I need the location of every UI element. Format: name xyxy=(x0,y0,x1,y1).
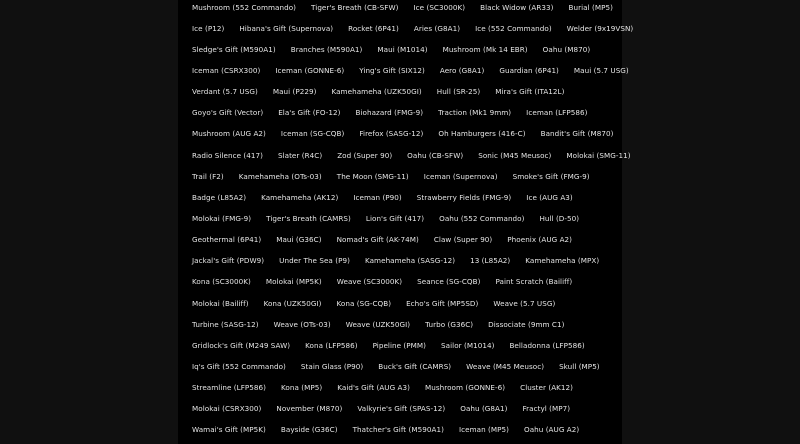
skin-tag-link[interactable]: Maui (M1014) xyxy=(377,44,428,54)
skin-tag-link[interactable]: Oahu (G8A1) xyxy=(460,404,508,414)
tag-row xyxy=(192,60,629,81)
skin-tag-link[interactable]: Seance (SG-CQB) xyxy=(417,277,481,287)
tag-row xyxy=(192,314,612,335)
tag-row xyxy=(192,420,612,441)
skin-tag-link[interactable]: Guardian (6P41) xyxy=(499,65,559,75)
tag-row xyxy=(192,82,612,103)
skin-tag-link[interactable]: 13 (L85A2) xyxy=(470,256,511,266)
skin-tag-link[interactable]: Jackal's Gift (PDW9) xyxy=(192,256,265,266)
skin-tag-link[interactable]: Claw (Super 90) xyxy=(433,235,493,245)
skin-tag-link[interactable]: Lion's Gift (417) xyxy=(365,213,425,223)
skin-tag-link[interactable]: Molokai (CSRX300) xyxy=(192,404,262,414)
skin-tag-link[interactable]: Streamline (LFP586) xyxy=(192,383,267,393)
skin-tag-link[interactable]: Oahu (CB-SFW) xyxy=(407,150,464,160)
skin-tag-link[interactable]: Ice (552 Commando) xyxy=(475,23,552,33)
skin-tag-link[interactable]: Aries (G8A1) xyxy=(413,23,461,33)
tag-row xyxy=(192,293,612,314)
skin-tag-link[interactable]: Firefox (SASG-12) xyxy=(359,129,424,139)
skin-tag-link[interactable]: Ela's Gift (FO-12) xyxy=(278,108,341,118)
skin-tag-link[interactable]: Ice (AUG A3) xyxy=(526,192,573,202)
skin-tag-link[interactable]: Iceman (GONNE-6) xyxy=(275,65,345,75)
skin-tag-link[interactable]: Paint Scratch (Bailiff) xyxy=(495,277,573,287)
skin-tag-link[interactable]: Molokai (MP5K) xyxy=(265,277,322,287)
skin-tag-link[interactable]: Kamehameha (SASG-12) xyxy=(364,256,456,266)
skin-tag-link[interactable]: Iceman (Supernova) xyxy=(423,171,498,181)
tag-row xyxy=(192,0,612,18)
skin-tag-link[interactable]: Goyo's Gift (Vector) xyxy=(192,108,264,118)
tag-row xyxy=(192,399,612,420)
skin-tag-link[interactable]: Bandit's Gift (M870) xyxy=(540,129,614,139)
skin-tag-link[interactable]: Welder (9x19VSN) xyxy=(566,23,634,33)
skin-tag-link[interactable]: Hull (SR-25) xyxy=(436,87,481,97)
skin-tag-link[interactable]: Turbo (G36C) xyxy=(425,319,474,329)
tag-row xyxy=(192,39,612,60)
skin-tag-link[interactable]: Dissociate (9mm C1) xyxy=(488,319,565,329)
tag-row xyxy=(192,187,612,208)
skin-tag-list xyxy=(192,0,634,441)
skin-tag-link[interactable]: Iceman (MP5) xyxy=(458,425,509,435)
skin-tag-link[interactable]: Rocket (6P41) xyxy=(348,23,399,33)
skin-tag-link[interactable]: Fractyl (MP7) xyxy=(522,404,571,414)
skin-tag-link[interactable]: Oahu (M870) xyxy=(542,44,591,54)
skin-tag-link[interactable]: Sonic (M45 Meusoc) xyxy=(478,150,552,160)
skin-tag-link[interactable]: Gridlock's Gift (M249 SAW) xyxy=(192,340,291,350)
skin-tag-link[interactable]: Geothermal (6P41) xyxy=(192,235,262,245)
skin-tag-link[interactable]: Hibana's Gift (Supernova) xyxy=(239,23,334,33)
skin-tag-link[interactable]: Pipeline (PMM) xyxy=(372,340,427,350)
skin-tag-link[interactable]: Iceman (LFP586) xyxy=(526,108,588,118)
skin-tag-link[interactable]: Slater (R4C) xyxy=(277,150,323,160)
skin-tag-link[interactable]: Badge (L85A2) xyxy=(192,192,247,202)
tag-row xyxy=(192,18,634,39)
skin-tag-link[interactable]: Branches (M590A1) xyxy=(290,44,363,54)
skin-tag-link[interactable]: Iceman (CSRX300) xyxy=(192,65,261,75)
skin-tag-link[interactable]: Under The Sea (P9) xyxy=(279,256,350,266)
skin-tag-link[interactable]: Molokai (FMG-9) xyxy=(192,213,252,223)
skin-tag-link[interactable]: Weave (M45 Meusoc) xyxy=(466,361,545,371)
skin-tag-link[interactable]: Kona (UZK50GI) xyxy=(263,298,322,308)
skin-tag-link[interactable]: Weave (5.7 USG) xyxy=(493,298,556,308)
skin-tag-link[interactable]: Iq's Gift (552 Commando) xyxy=(192,361,286,371)
skin-tag-link[interactable]: Radio Silence (417) xyxy=(192,150,263,160)
skin-tag-link[interactable]: Tiger's Breath (CAMRS) xyxy=(266,213,351,223)
skin-tag-link[interactable]: Weave (UZK50GI) xyxy=(345,319,411,329)
tag-row xyxy=(192,103,612,124)
skin-tag-link[interactable]: Molokai (Bailiff) xyxy=(192,298,249,308)
skin-tag-link[interactable]: Hull (D-50) xyxy=(539,213,580,223)
skin-tag-link[interactable]: Zod (Super 90) xyxy=(337,150,393,160)
skin-tag-link[interactable]: Ying's Gift (SIX12) xyxy=(359,65,425,75)
skin-tag-link[interactable]: Kona (MP5) xyxy=(281,383,323,393)
skin-tag-link[interactable]: Maui (P229) xyxy=(272,87,317,97)
skin-tag-link[interactable]: Kaid's Gift (AUG A3) xyxy=(337,383,410,393)
tag-row xyxy=(192,124,612,145)
skin-tag-link[interactable]: Maui (G36C) xyxy=(276,235,322,245)
tag-row xyxy=(192,356,612,377)
skin-tag-link[interactable]: Ice (P12) xyxy=(192,23,225,33)
skin-tag-link[interactable]: Aero (G8A1) xyxy=(439,65,485,75)
skin-tag-link[interactable]: Maui (5.7 USG) xyxy=(573,65,629,75)
skin-tag-link[interactable]: Biohazard (FMG-9) xyxy=(355,108,424,118)
skin-tag-link[interactable]: Mushroom (GONNE-6) xyxy=(425,383,506,393)
skin-tag-link[interactable]: Skull (MP5) xyxy=(559,361,600,371)
skin-tag-link[interactable]: Kona (LFP586) xyxy=(305,340,358,350)
skin-tag-link[interactable]: Oahu (AUG A2) xyxy=(524,425,580,435)
skin-tag-link[interactable]: Valkyrie's Gift (SPAS-12) xyxy=(357,404,446,414)
skin-tag-link[interactable]: Black Widow (AR33) xyxy=(480,2,554,12)
skin-tag-link[interactable]: Kona (SG-CQB) xyxy=(336,298,392,308)
skin-tag-link[interactable]: Kamehameha (UZK50GI) xyxy=(331,87,422,97)
skin-tag-link[interactable]: Mushroom (Mk 14 EBR) xyxy=(442,44,528,54)
skin-tag-link[interactable]: Turbine (SASG-12) xyxy=(192,319,259,329)
skin-tag-link[interactable]: Oahu (552 Commando) xyxy=(439,213,525,223)
skin-tag-link[interactable]: November (M870) xyxy=(276,404,343,414)
tag-row xyxy=(192,166,612,187)
skin-tag-link[interactable]: Mushroom (552 Commando) xyxy=(192,2,297,12)
skin-tag-link[interactable]: Burial (MP5) xyxy=(568,2,613,12)
skin-tag-link[interactable]: Mira's Gift (ITA12L) xyxy=(495,87,565,97)
skin-tag-link[interactable]: Mushroom (AUG A2) xyxy=(192,129,266,139)
skin-tag-link[interactable]: The Moon (SMG-11) xyxy=(336,171,409,181)
skin-tag-link[interactable]: Weave (SC3000K) xyxy=(336,277,403,287)
skin-tag-link[interactable]: Thatcher's Gift (M590A1) xyxy=(352,425,444,435)
skin-list-panel xyxy=(178,0,634,444)
skin-tag-link[interactable]: Echo's Gift (MP5SD) xyxy=(406,298,479,308)
tag-row xyxy=(192,378,612,399)
skin-tag-link[interactable]: Bayside (G36C) xyxy=(280,425,338,435)
tag-row xyxy=(192,145,631,166)
skin-tag-link[interactable]: Kamehameha (AK12) xyxy=(261,192,339,202)
skin-tag-link[interactable]: Stain Glass (P90) xyxy=(300,361,364,371)
skin-tag-link[interactable]: Kamehameha (MPX) xyxy=(525,256,600,266)
skin-tag-link[interactable]: Iceman (SG-CQB) xyxy=(280,129,345,139)
skin-tag-link[interactable]: Buck's Gift (CAMRS) xyxy=(378,361,452,371)
skin-tag-link[interactable]: Wamai's Gift (MP5K) xyxy=(192,425,266,435)
skin-tag-link[interactable]: Kamehameha (OTs-03) xyxy=(238,171,322,181)
skin-tag-link[interactable]: Traction (Mk1 9mm) xyxy=(438,108,512,118)
skin-tag-link[interactable]: Molokai (SMG-11) xyxy=(566,150,631,160)
skin-tag-link[interactable]: Sailor (M1014) xyxy=(441,340,495,350)
skin-tag-link[interactable]: Belladonna (LFP586) xyxy=(509,340,585,350)
skin-tag-link[interactable]: Smoke's Gift (FMG-9) xyxy=(512,171,590,181)
skin-tag-link[interactable]: Phoenix (AUG A2) xyxy=(507,235,573,245)
skin-tag-link[interactable]: Strawberry Fields (FMG-9) xyxy=(416,192,512,202)
skin-tag-link[interactable]: Ice (SC3000K) xyxy=(413,2,466,12)
skin-tag-link[interactable]: Oh Hamburgers (416-C) xyxy=(438,129,526,139)
skin-tag-link[interactable]: Tiger's Breath (CB-SFW) xyxy=(311,2,399,12)
skin-tag-link[interactable]: Cluster (AK12) xyxy=(520,383,574,393)
skin-tag-link[interactable]: Weave (OTs-03) xyxy=(273,319,331,329)
skin-tag-link[interactable]: Trail (F2) xyxy=(192,171,224,181)
tag-row xyxy=(192,208,612,229)
skin-tag-link[interactable]: Kona (SC3000K) xyxy=(192,277,251,287)
tag-row xyxy=(192,251,612,272)
tag-row xyxy=(192,230,612,251)
skin-tag-link[interactable]: Sledge's Gift (M590A1) xyxy=(192,44,276,54)
skin-tag-link[interactable]: Iceman (P90) xyxy=(353,192,402,202)
tag-row xyxy=(192,272,612,293)
skin-tag-link[interactable]: Nomad's Gift (AK-74M) xyxy=(336,235,419,245)
tag-row xyxy=(192,335,612,356)
skin-tag-link[interactable]: Verdant (5.7 USG) xyxy=(192,87,258,97)
